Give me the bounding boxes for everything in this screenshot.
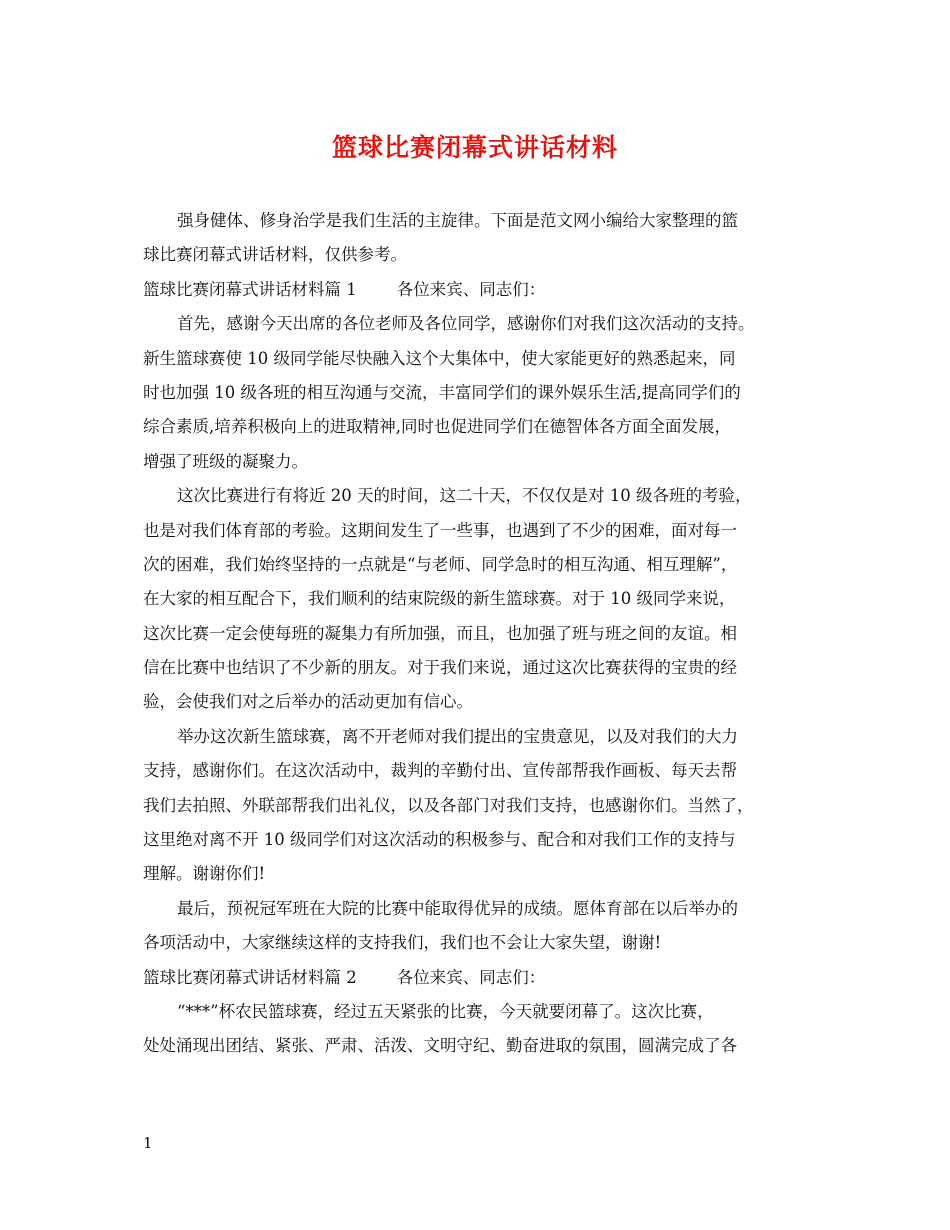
paragraph-line: 理解。谢谢你们!	[143, 864, 266, 884]
paragraph-line: 支持，感谢你们。在这次活动中，裁判的辛勤付出、宣传部帮我作画板、每天去帮	[143, 761, 737, 781]
paragraph-line: 这里绝对离不开 10 级同学们对这次活动的积极参与、配合和对我们工作的支持与	[143, 830, 736, 850]
paragraph-line: 信在比赛中也结识了不少新的朋友。对于我们来说，通过这次比赛获得的宝贵的经	[143, 658, 737, 678]
paragraph-line: 也是对我们体育部的考验。这期间发生了一些事，也遇到了不少的困难，面对每一	[143, 520, 737, 540]
section-greeting: 各位来宾、同志们：	[396, 279, 546, 299]
section-heading	[143, 273, 810, 307]
paragraph-line: 综合素质,培养积极向上的进取精神,同时也促进同学们在德智体各方面全面发展，	[143, 417, 731, 437]
paragraph-line: 增强了班级的凝聚力。	[143, 451, 308, 471]
paragraph-line: 次的困难，我们始终坚持的一点就是“与老师、同学急时的相互沟通、相互理解”，	[143, 554, 738, 574]
paragraph-line: “***”杯农民篮球赛，经过五天紧张的比赛，今天就要闭幕了。这次比赛，	[177, 1001, 714, 1021]
paragraph-line: 最后，预祝冠军班在大院的比赛中能取得优异的成绩。愿体育部在以后举办的	[177, 898, 738, 918]
document-title: 篮球比赛闭幕式讲话材料	[331, 133, 618, 162]
section-title: 篮球比赛闭幕式讲话材料篇 2	[143, 967, 357, 987]
paragraph-line: 我们去拍照、外联部帮我们出礼仪，以及各部门对我们支持，也感谢你们。当然了，	[143, 795, 754, 815]
paragraph-line: 举办这次新生篮球赛，离不开老师对我们提出的宝贵意见，以及对我们的大力	[177, 726, 738, 746]
paragraph-line: 处处涌现出团结、紧张、严肃、活泼、文明守纪、勤奋进取的氛围，圆满完成了各	[143, 1036, 737, 1056]
paragraph-line: 首先，感谢今天出席的各位老师及各位同学，感谢你们对我们这次活动的支持。	[177, 314, 755, 334]
intro-line: 球比赛闭幕式讲话材料，仅供参考。	[143, 245, 407, 265]
paragraph-line: 这次比赛一定会使每班的凝集力有所加强，而且，也加强了班与班之间的友谊。相	[143, 623, 737, 643]
section-greeting: 各位来宾、同志们：	[396, 967, 546, 987]
paragraph-line: 各项活动中，大家继续这样的支持我们，我们也不会让大家失望，谢谢!	[143, 933, 662, 953]
paragraph-line: 这次比赛进行有将近 20 天的时间，这二十天，不仅仅是对 10 级各班的考验，	[177, 486, 752, 506]
paragraph-line: 新生篮球赛使 10 级同学能尽快融入这个大集体中，使大家能更好的熟悉起来，同	[143, 348, 736, 368]
paragraph-line: 验，会使我们对之后举办的活动更加有信心。	[143, 692, 473, 712]
intro-line: 强身健体、修身治学是我们生活的主旋律。下面是范文网小编给大家整理的篮	[177, 211, 738, 230]
paragraph-line: 在大家的相互配合下，我们顺利的结束院级的新生篮球赛。对于 10 级同学来说，	[143, 589, 736, 609]
document-body	[143, 204, 810, 1064]
section-heading	[143, 961, 810, 995]
page-number: 1	[143, 1134, 153, 1152]
paragraph-line: 时也加强 10 级各班的相互沟通与交流，丰富同学们的课外娱乐生活,提高同学们的	[143, 382, 741, 402]
section-title: 篮球比赛闭幕式讲话材料篇 1	[143, 279, 357, 299]
